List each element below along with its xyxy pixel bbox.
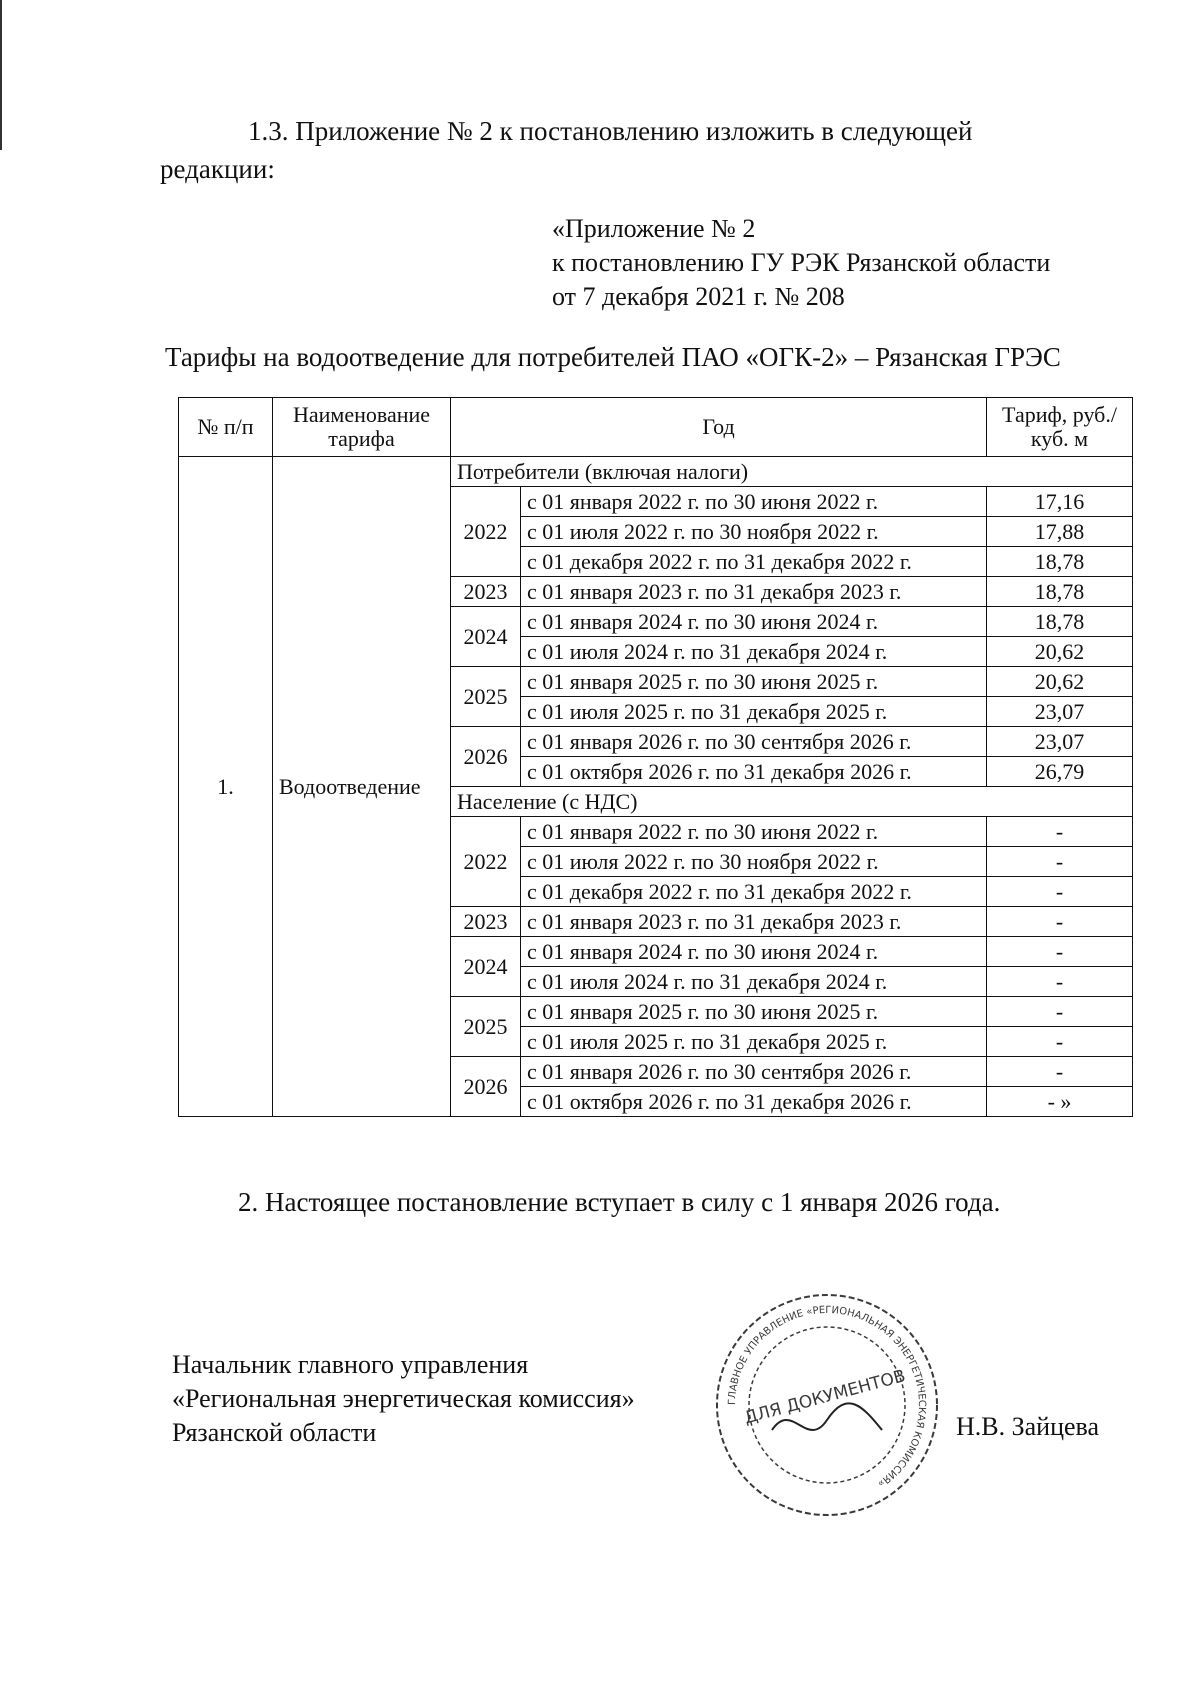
tariff-value-cell: 23,07 <box>987 697 1133 727</box>
tariff-value-cell: 23,07 <box>987 727 1133 757</box>
signature-line3: Рязанской области <box>172 1418 377 1447</box>
period-cell: с 01 января 2023 г. по 31 декабря 2023 г. <box>521 907 987 937</box>
tariff-value-cell: - <box>987 877 1133 907</box>
period-cell: с 01 января 2024 г. по 30 июня 2024 г. <box>521 937 987 967</box>
tariff-value-cell: 17,88 <box>987 517 1133 547</box>
period-cell: с 01 декабря 2022 г. по 31 декабря 2022 г. <box>521 877 987 907</box>
paragraph-2: 2. Настоящее постановление вступает в силу с 1 января 2026 года. <box>238 1187 1001 1217</box>
period-cell: с 01 июля 2025 г. по 31 декабря 2025 г. <box>521 697 987 727</box>
year-cell: 2022 <box>451 817 521 907</box>
official-stamp <box>712 1290 942 1520</box>
tariff-value-cell: - <box>987 817 1133 847</box>
tariff-value-cell: - <box>987 1057 1133 1087</box>
year-cell: 2026 <box>451 727 521 787</box>
tariff-value-cell: 20,62 <box>987 637 1133 667</box>
period-cell: с 01 января 2023 г. по 31 декабря 2023 г. <box>521 577 987 607</box>
year-cell: 2023 <box>451 907 521 937</box>
tariff-value-cell: 20,62 <box>987 667 1133 697</box>
period-cell: с 01 января 2026 г. по 30 сентября 2026 г. <box>521 1057 987 1087</box>
tariff-value-cell: 26,79 <box>987 757 1133 787</box>
table-title: Тарифы на водоотведение для потребителей ПАО «ОГК-2» – Рязанская ГРЭС <box>165 342 1061 372</box>
signer-name: Н.В. Зайцева <box>956 1412 1100 1441</box>
paragraph-1-3-line2: редакции: <box>160 154 275 184</box>
appendix-header-line2: к постановлению ГУ РЭК Рязанской области <box>552 248 1051 277</box>
tariff-value-cell: - <box>987 1027 1133 1057</box>
signature-line2: «Региональная энергетическая комиссия» <box>172 1384 635 1413</box>
year-cell: 2025 <box>451 667 521 727</box>
period-cell: с 01 января 2024 г. по 30 июня 2024 г. <box>521 607 987 637</box>
year-cell: 2023 <box>451 577 521 607</box>
period-cell: с 01 июля 2022 г. по 30 ноября 2022 г. <box>521 847 987 877</box>
tariff-value-cell: - <box>987 907 1133 937</box>
header-tariff: Тариф, руб./куб. м <box>987 398 1133 457</box>
tariff-table <box>178 397 1133 1117</box>
period-cell: с 01 июля 2025 г. по 31 декабря 2025 г. <box>521 1027 987 1057</box>
period-cell: с 01 июля 2022 г. по 30 ноября 2022 г. <box>521 517 987 547</box>
period-cell: с 01 января 2022 г. по 30 июня 2022 г. <box>521 487 987 517</box>
period-cell: с 01 октября 2026 г. по 31 декабря 2026 г. <box>521 757 987 787</box>
year-cell: 2024 <box>451 607 521 667</box>
signature-block <box>172 1348 635 1450</box>
stamp-ring-text: ГЛАВНОЕ УПРАВЛЕНИЕ «РЕГИОНАЛЬНАЯ ЭНЕРГЕТИЧЕСКАЯ КОМИССИЯ» <box>726 1304 928 1489</box>
year-cell: 2024 <box>451 937 521 997</box>
tariff-value-cell: 18,78 <box>987 547 1133 577</box>
tariff-value-cell: 18,78 <box>987 607 1133 637</box>
year-cell: 2026 <box>451 1057 521 1117</box>
tariff-value-cell: - <box>987 997 1133 1027</box>
period-cell: с 01 июля 2024 г. по 31 декабря 2024 г. <box>521 967 987 997</box>
header-year: Год <box>451 398 987 457</box>
paragraph-1-3-line1: 1.3. Приложение № 2 к постановлению изложить в следующей <box>248 116 973 146</box>
paragraph-1-3 <box>160 112 1120 188</box>
table-group-row <box>179 457 1133 487</box>
year-cell: 2025 <box>451 997 521 1057</box>
period-cell: с 01 июля 2024 г. по 31 декабря 2024 г. <box>521 637 987 667</box>
period-cell: с 01 января 2025 г. по 30 июня 2025 г. <box>521 667 987 697</box>
tariff-value-cell: 17,16 <box>987 487 1133 517</box>
header-name: Наименование тарифа <box>273 398 451 457</box>
tariff-table-body <box>179 457 1133 1117</box>
year-cell: 2022 <box>451 487 521 577</box>
header-number: № п/п <box>179 398 273 457</box>
period-cell: с 01 декабря 2022 г. по 31 декабря 2022 г. <box>521 547 987 577</box>
tariff-value-cell: - <box>987 937 1133 967</box>
appendix-header <box>552 212 1050 314</box>
table-header-row <box>179 398 1133 457</box>
period-cell: с 01 октября 2026 г. по 31 декабря 2026 г. <box>521 1087 987 1117</box>
period-cell: с 01 января 2026 г. по 30 сентября 2026 г. <box>521 727 987 757</box>
tariff-value-cell: - » <box>987 1087 1133 1117</box>
tariff-value-cell: 18,78 <box>987 577 1133 607</box>
appendix-header-line3: от 7 декабря 2021 г. № 208 <box>552 282 845 311</box>
group-label: Потребители (включая налоги) <box>451 457 1133 487</box>
period-cell: с 01 января 2025 г. по 30 июня 2025 г. <box>521 997 987 1027</box>
row-name: Водоотведение <box>273 457 451 1117</box>
tariff-value-cell: - <box>987 847 1133 877</box>
scan-margin-mark <box>0 0 2 150</box>
group-label: Население (с НДС) <box>451 787 1133 817</box>
row-number: 1. <box>179 457 273 1117</box>
signature-line1: Начальник главного управления <box>172 1350 529 1379</box>
tariff-value-cell: - <box>987 967 1133 997</box>
appendix-header-line1: «Приложение № 2 <box>552 214 756 243</box>
period-cell: с 01 января 2022 г. по 30 июня 2022 г. <box>521 817 987 847</box>
stamp-center-text: ДЛЯ ДОКУМЕНТОВ <box>742 1366 908 1429</box>
